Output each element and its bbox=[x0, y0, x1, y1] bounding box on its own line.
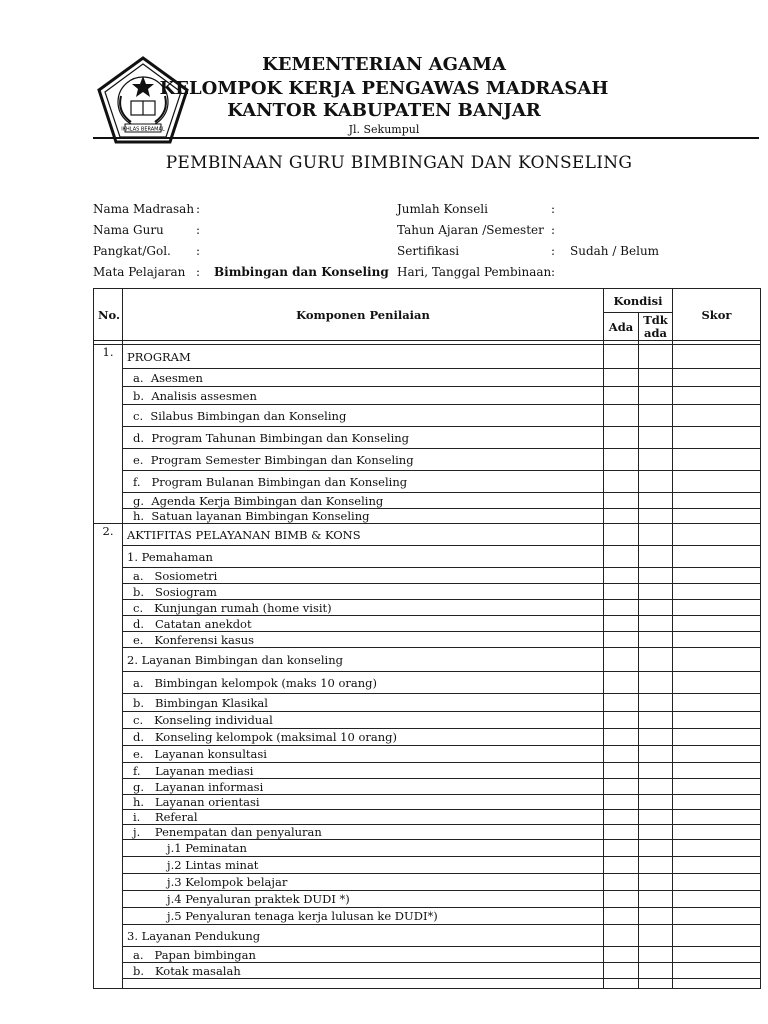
table-row bbox=[94, 874, 761, 891]
component-label: j.3 Kelompok belajar bbox=[123, 874, 604, 891]
skor-cell[interactable] bbox=[673, 427, 761, 449]
info-colon: : bbox=[196, 265, 201, 279]
skor-cell[interactable] bbox=[673, 568, 761, 584]
component-label: j. Penempatan dan penyaluran bbox=[123, 825, 604, 840]
skor-cell[interactable] bbox=[673, 840, 761, 857]
logo-motto: IKHLAS BERAMAL bbox=[121, 126, 165, 133]
ada-cell[interactable] bbox=[604, 427, 639, 449]
tdk-ada-cell[interactable] bbox=[639, 947, 673, 963]
tdk-ada-cell[interactable] bbox=[639, 729, 673, 746]
skor-cell[interactable] bbox=[673, 874, 761, 891]
ada-cell[interactable] bbox=[604, 857, 639, 874]
header-office: KANTOR KABUPATEN BANJAR bbox=[227, 100, 541, 121]
skor-cell[interactable] bbox=[673, 779, 761, 795]
col-header-skor: Skor bbox=[673, 289, 761, 341]
table-row bbox=[94, 746, 761, 763]
component-label: j.5 Penyaluran tenaga kerja lulusan ke DUDI*) bbox=[123, 908, 604, 925]
skor-cell[interactable] bbox=[673, 925, 761, 947]
component-label: e. Layanan konsultasi bbox=[123, 746, 604, 763]
tdk-ada-cell[interactable] bbox=[639, 524, 673, 546]
tdk-ada-cell[interactable] bbox=[639, 616, 673, 632]
skor-cell[interactable] bbox=[673, 369, 761, 387]
table-row bbox=[94, 568, 761, 584]
tdk-ada-cell[interactable] bbox=[639, 449, 673, 471]
ada-cell[interactable] bbox=[604, 947, 639, 963]
tdk-ada-cell[interactable] bbox=[639, 546, 673, 568]
ada-cell[interactable] bbox=[604, 648, 639, 672]
component-label: a. Asesmen bbox=[123, 369, 604, 387]
table-row bbox=[94, 471, 761, 493]
component-label bbox=[123, 979, 604, 989]
component-label: 1. Pemahaman bbox=[123, 546, 604, 568]
table-row bbox=[94, 925, 761, 947]
component-label: j.4 Penyaluran praktek DUDI *) bbox=[123, 891, 604, 908]
skor-cell[interactable] bbox=[673, 795, 761, 810]
table-row bbox=[94, 369, 761, 387]
ada-cell[interactable] bbox=[604, 840, 639, 857]
info-label-nama-madrasah: Nama Madrasah bbox=[93, 202, 195, 216]
ada-cell[interactable] bbox=[604, 746, 639, 763]
header-divider bbox=[93, 137, 759, 139]
component-label: i. Referal bbox=[123, 810, 604, 825]
info-label-tahun-ajaran: Tahun Ajaran /Semester bbox=[397, 223, 544, 237]
tdk-ada-cell[interactable] bbox=[639, 672, 673, 694]
ada-cell[interactable] bbox=[604, 509, 639, 524]
ada-cell[interactable] bbox=[604, 779, 639, 795]
tdk-ada-cell[interactable] bbox=[639, 810, 673, 825]
component-label: f. Program Bulanan Bimbingan dan Konseling bbox=[123, 471, 604, 493]
tdk-ada-cell[interactable] bbox=[639, 925, 673, 947]
component-label: PROGRAM bbox=[123, 345, 604, 369]
ada-cell[interactable] bbox=[604, 925, 639, 947]
skor-cell[interactable] bbox=[673, 387, 761, 405]
tdk-ada-cell[interactable] bbox=[639, 369, 673, 387]
component-label: a. Sosiometri bbox=[123, 568, 604, 584]
skor-cell[interactable] bbox=[673, 493, 761, 509]
ada-cell[interactable] bbox=[604, 672, 639, 694]
ada-cell[interactable] bbox=[604, 405, 639, 427]
skor-cell[interactable] bbox=[673, 694, 761, 712]
table-row bbox=[94, 405, 761, 427]
tdk-ada-cell[interactable] bbox=[639, 712, 673, 729]
ada-cell[interactable] bbox=[604, 810, 639, 825]
table-row bbox=[94, 493, 761, 509]
table-header-row bbox=[94, 289, 761, 313]
ada-cell[interactable] bbox=[604, 600, 639, 616]
info-label-pangkat: Pangkat/Gol. bbox=[93, 244, 171, 258]
tdk-ada-cell[interactable] bbox=[639, 779, 673, 795]
tdk-ada-cell[interactable] bbox=[639, 694, 673, 712]
ada-cell[interactable] bbox=[604, 345, 639, 369]
info-colon: : bbox=[551, 265, 556, 279]
skor-cell[interactable] bbox=[673, 616, 761, 632]
tdk-ada-cell[interactable] bbox=[639, 405, 673, 427]
table-row bbox=[94, 729, 761, 746]
ada-cell[interactable] bbox=[604, 632, 639, 648]
skor-cell[interactable] bbox=[673, 963, 761, 979]
component-label: f. Layanan mediasi bbox=[123, 763, 604, 779]
table-row bbox=[94, 825, 761, 840]
table-row bbox=[94, 524, 761, 546]
skor-cell[interactable] bbox=[673, 345, 761, 369]
table-row bbox=[94, 857, 761, 874]
component-label: j.1 Peminatan bbox=[123, 840, 604, 857]
table-row bbox=[94, 779, 761, 795]
component-label: a. Papan bimbingan bbox=[123, 947, 604, 963]
col-header-no: No. bbox=[94, 289, 123, 341]
ada-cell[interactable] bbox=[604, 524, 639, 546]
table-row bbox=[94, 908, 761, 925]
table-row bbox=[94, 795, 761, 810]
skor-cell[interactable] bbox=[673, 908, 761, 925]
tdk-ada-cell[interactable] bbox=[639, 891, 673, 908]
component-label: b. Bimbingan Klasikal bbox=[123, 694, 604, 712]
component-label: g. Layanan informasi bbox=[123, 779, 604, 795]
info-label-nama-guru: Nama Guru bbox=[93, 223, 164, 237]
info-value-sertifikasi[interactable]: Sudah / Belum bbox=[570, 244, 660, 258]
info-colon: : bbox=[196, 223, 201, 237]
tdk-ada-cell[interactable] bbox=[639, 857, 673, 874]
ada-cell[interactable] bbox=[604, 369, 639, 387]
col-header-tdk-ada: Tdk ada bbox=[639, 313, 673, 341]
table-row bbox=[94, 509, 761, 524]
tdk-ada-cell[interactable] bbox=[639, 874, 673, 891]
table-row bbox=[94, 963, 761, 979]
info-colon: : bbox=[551, 244, 556, 258]
component-label: c. Silabus Bimbingan dan Konseling bbox=[123, 405, 604, 427]
table-row bbox=[94, 672, 761, 694]
component-label: h. Layanan orientasi bbox=[123, 795, 604, 810]
table-row bbox=[94, 694, 761, 712]
component-label: g. Agenda Kerja Bimbingan dan Konseling bbox=[123, 493, 604, 509]
info-colon: : bbox=[196, 202, 201, 216]
component-label: d. Catatan anekdot bbox=[123, 616, 604, 632]
skor-cell[interactable] bbox=[673, 509, 761, 524]
component-label: c. Kunjungan rumah (home visit) bbox=[123, 600, 604, 616]
component-label: 2. Layanan Bimbingan dan konseling bbox=[123, 648, 604, 672]
component-label: j.2 Lintas minat bbox=[123, 857, 604, 874]
skor-cell[interactable] bbox=[673, 672, 761, 694]
table-row bbox=[94, 763, 761, 779]
tdk-ada-cell[interactable] bbox=[639, 825, 673, 840]
component-label: b. Analisis assesmen bbox=[123, 387, 604, 405]
table-row bbox=[94, 840, 761, 857]
ada-cell[interactable] bbox=[604, 908, 639, 925]
ada-cell[interactable] bbox=[604, 449, 639, 471]
table-row bbox=[94, 387, 761, 405]
ada-cell[interactable] bbox=[604, 493, 639, 509]
row-number: 1. bbox=[94, 345, 123, 524]
col-header-komponen: Komponen Penilaian bbox=[123, 289, 604, 341]
tdk-ada-cell[interactable] bbox=[639, 795, 673, 810]
table-row bbox=[94, 979, 761, 989]
tdk-ada-cell[interactable] bbox=[639, 648, 673, 672]
table-row bbox=[94, 947, 761, 963]
ada-cell[interactable] bbox=[604, 795, 639, 810]
ada-cell[interactable] bbox=[604, 712, 639, 729]
tdk-ada-cell[interactable] bbox=[639, 584, 673, 600]
skor-cell[interactable] bbox=[673, 763, 761, 779]
ada-cell[interactable] bbox=[604, 694, 639, 712]
tdk-ada-cell[interactable] bbox=[639, 908, 673, 925]
tdk-ada-cell[interactable] bbox=[639, 840, 673, 857]
component-label: b. Sosiogram bbox=[123, 584, 604, 600]
tdk-ada-cell[interactable] bbox=[639, 979, 673, 989]
ada-cell[interactable] bbox=[604, 763, 639, 779]
component-label: e. Program Semester Bimbingan dan Konseling bbox=[123, 449, 604, 471]
tdk-ada-cell[interactable] bbox=[639, 427, 673, 449]
component-label: 3. Layanan Pendukung bbox=[123, 925, 604, 947]
row-number: 2. bbox=[94, 524, 123, 989]
skor-cell[interactable] bbox=[673, 746, 761, 763]
col-header-ada: Ada bbox=[604, 313, 639, 341]
skor-cell[interactable] bbox=[673, 857, 761, 874]
info-value-mata-pelajaran: Bimbingan dan Konseling bbox=[214, 265, 389, 279]
info-label-jumlah-konseli: Jumlah Konseli bbox=[397, 202, 488, 216]
skor-cell[interactable] bbox=[673, 584, 761, 600]
skor-cell[interactable] bbox=[673, 729, 761, 746]
header-address: Jl. Sekumpul bbox=[348, 123, 420, 136]
tdk-ada-cell[interactable] bbox=[639, 493, 673, 509]
skor-cell[interactable] bbox=[673, 979, 761, 989]
info-label-mata-pelajaran: Mata Pelajaran bbox=[93, 265, 186, 279]
skor-cell[interactable] bbox=[673, 810, 761, 825]
ada-cell[interactable] bbox=[604, 546, 639, 568]
skor-cell[interactable] bbox=[673, 471, 761, 493]
skor-cell[interactable] bbox=[673, 825, 761, 840]
skor-cell[interactable] bbox=[673, 405, 761, 427]
ada-cell[interactable] bbox=[604, 963, 639, 979]
skor-cell[interactable] bbox=[673, 600, 761, 616]
info-label-sertifikasi: Sertifikasi bbox=[397, 244, 460, 258]
tdk-ada-cell[interactable] bbox=[639, 387, 673, 405]
table-row bbox=[94, 427, 761, 449]
info-colon: : bbox=[551, 202, 556, 216]
table-row bbox=[94, 600, 761, 616]
skor-cell[interactable] bbox=[673, 449, 761, 471]
tdk-ada-cell[interactable] bbox=[639, 568, 673, 584]
ada-cell[interactable] bbox=[604, 979, 639, 989]
tdk-ada-cell[interactable] bbox=[639, 632, 673, 648]
component-label: c. Konseling individual bbox=[123, 712, 604, 729]
tdk-ada-cell[interactable] bbox=[639, 471, 673, 493]
table-row bbox=[94, 648, 761, 672]
ada-cell[interactable] bbox=[604, 729, 639, 746]
header-working-group: KELOMPOK KERJA PENGAWAS MADRASAH bbox=[159, 78, 609, 99]
table-row bbox=[94, 449, 761, 471]
table-row bbox=[94, 616, 761, 632]
table-row bbox=[94, 810, 761, 825]
tdk-ada-cell[interactable] bbox=[639, 746, 673, 763]
info-colon: : bbox=[551, 223, 556, 237]
tdk-ada-cell[interactable] bbox=[639, 600, 673, 616]
skor-cell[interactable] bbox=[673, 546, 761, 568]
table-row bbox=[94, 891, 761, 908]
form-title: PEMBINAAN GURU BIMBINGAN DAN KONSELING bbox=[165, 153, 633, 173]
ada-cell[interactable] bbox=[604, 616, 639, 632]
table-body bbox=[94, 289, 761, 989]
header-ministry: KEMENTERIAN AGAMA bbox=[262, 54, 506, 75]
assessment-table bbox=[93, 288, 761, 989]
skor-cell[interactable] bbox=[673, 648, 761, 672]
component-label: e. Konferensi kasus bbox=[123, 632, 604, 648]
component-label: a. Bimbingan kelompok (maks 10 orang) bbox=[123, 672, 604, 694]
table-row bbox=[94, 345, 761, 369]
info-colon: : bbox=[196, 244, 201, 258]
skor-cell[interactable] bbox=[673, 632, 761, 648]
component-label: d. Program Tahunan Bimbingan dan Konseling bbox=[123, 427, 604, 449]
tdk-ada-cell[interactable] bbox=[639, 763, 673, 779]
table-row bbox=[94, 546, 761, 568]
component-label: AKTIFITAS PELAYANAN BIMB & KONS bbox=[123, 524, 604, 546]
ada-cell[interactable] bbox=[604, 584, 639, 600]
table-row bbox=[94, 712, 761, 729]
skor-cell[interactable] bbox=[673, 524, 761, 546]
tdk-ada-cell[interactable] bbox=[639, 963, 673, 979]
info-label-hari-tanggal: Hari, Tanggal Pembinaan bbox=[397, 265, 552, 279]
component-label: b. Kotak masalah bbox=[123, 963, 604, 979]
tdk-ada-cell[interactable] bbox=[639, 509, 673, 524]
ada-cell[interactable] bbox=[604, 568, 639, 584]
skor-cell[interactable] bbox=[673, 712, 761, 729]
col-header-kondisi: Kondisi bbox=[604, 289, 673, 313]
ada-cell[interactable] bbox=[604, 471, 639, 493]
ada-cell[interactable] bbox=[604, 874, 639, 891]
ada-cell[interactable] bbox=[604, 387, 639, 405]
component-label: h. Satuan layanan Bimbingan Konseling bbox=[123, 509, 604, 524]
ada-cell[interactable] bbox=[604, 891, 639, 908]
ada-cell[interactable] bbox=[604, 825, 639, 840]
component-label: d. Konseling kelompok (maksimal 10 orang) bbox=[123, 729, 604, 746]
skor-cell[interactable] bbox=[673, 891, 761, 908]
tdk-ada-cell[interactable] bbox=[639, 345, 673, 369]
skor-cell[interactable] bbox=[673, 947, 761, 963]
table-row bbox=[94, 632, 761, 648]
table-row bbox=[94, 584, 761, 600]
